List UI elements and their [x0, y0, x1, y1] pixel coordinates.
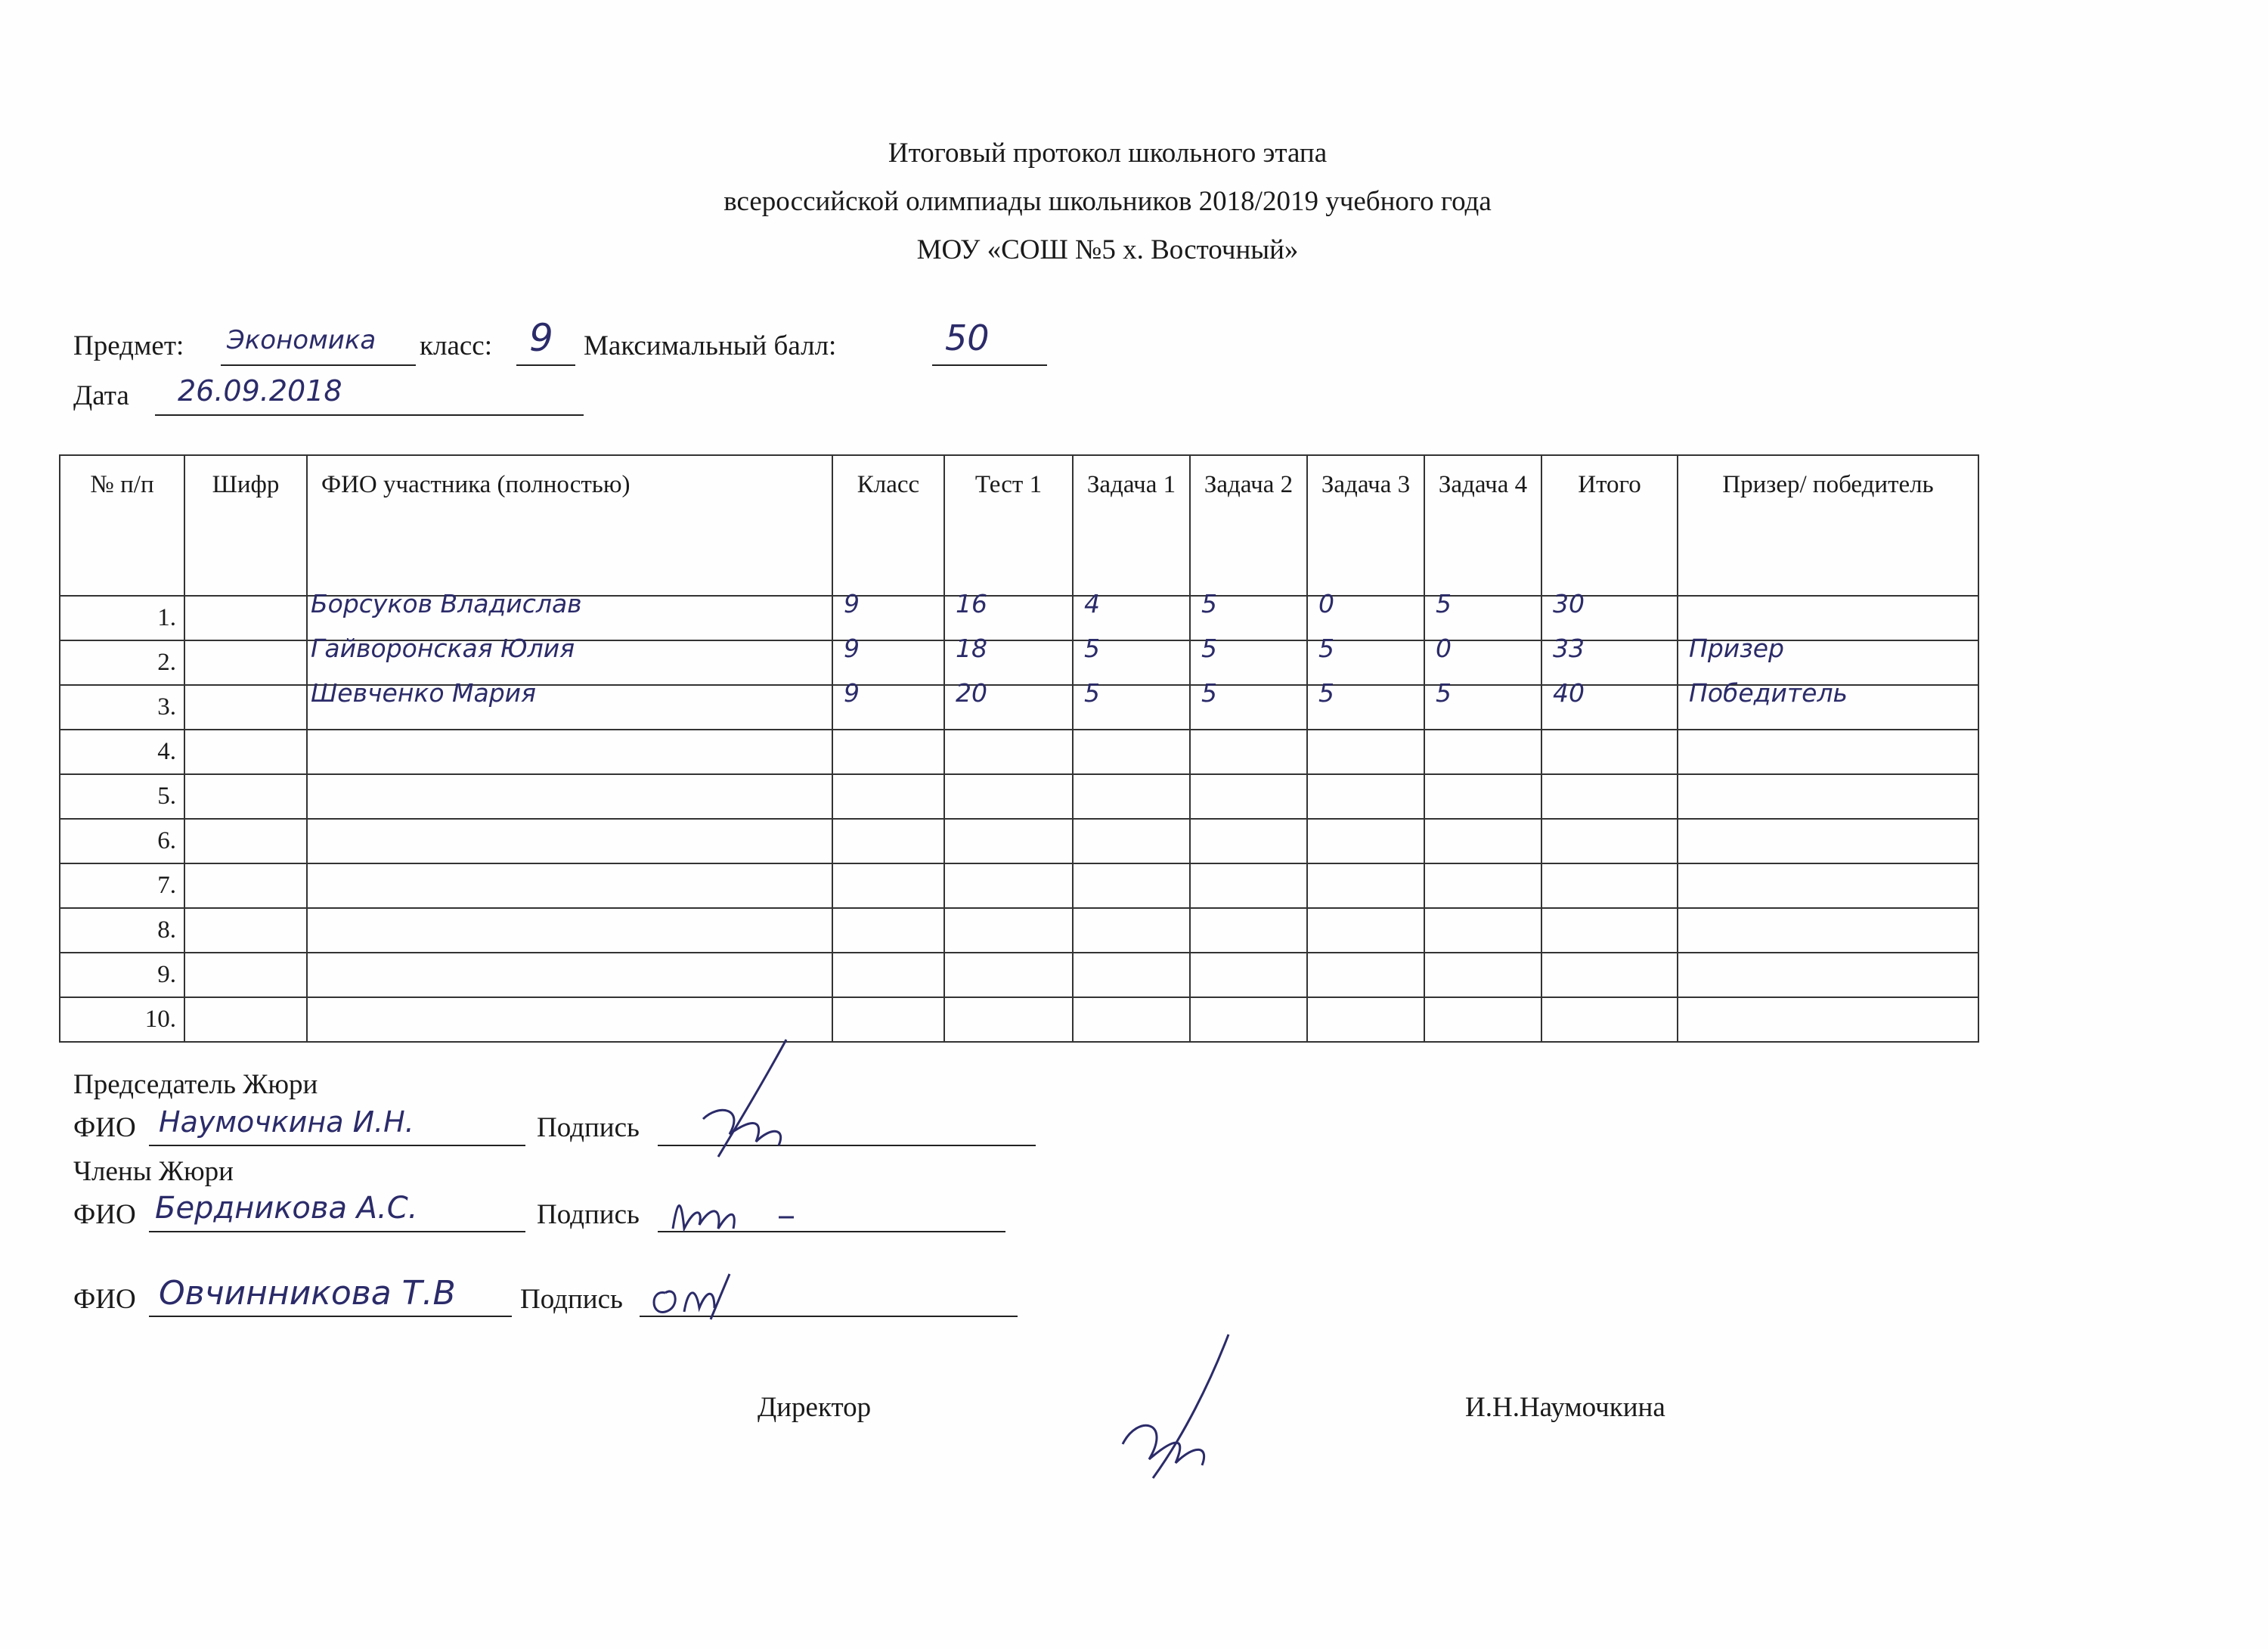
cell-total — [1541, 678, 1678, 730]
chair-fio-label: ФИО — [73, 1112, 136, 1143]
cell-task4 — [1424, 730, 1541, 774]
cell-code — [184, 953, 307, 997]
col-header-task1: Задача 1 — [1073, 455, 1190, 596]
date-label: Дата — [73, 380, 129, 411]
cell-task4 — [1424, 819, 1541, 863]
cell-name-value: Шевченко Мария — [311, 678, 536, 708]
cell-code — [184, 685, 307, 730]
cell-task3-value: 5 — [1318, 634, 1334, 663]
cell-task3 — [1307, 953, 1424, 997]
cell-status — [1678, 997, 1978, 1042]
cell-task1 — [1073, 953, 1190, 997]
cell-total — [1541, 774, 1678, 819]
cell-task3 — [1307, 863, 1424, 908]
class-label: класс: — [420, 330, 492, 361]
col-header-class: Класс — [832, 455, 944, 596]
cell-test1 — [944, 730, 1073, 774]
member2-fio-label: ФИО — [73, 1284, 136, 1315]
cell-task4-value: 5 — [1436, 678, 1452, 708]
cell-status-value: Призер — [1689, 634, 1785, 663]
member2-name: Овчинникова Т.В — [159, 1274, 456, 1313]
cell-test1 — [944, 953, 1073, 997]
cell-name — [307, 819, 832, 863]
protocol-title-line-2: всероссийской олимпиады школьников 2018/2019 учебного года — [723, 186, 1492, 217]
cell-number: 6. — [60, 819, 184, 863]
cell-status-value: Победитель — [1689, 678, 1848, 708]
cell-test1-value: 20 — [956, 678, 987, 708]
cell-name-value: Борсуков Владислав — [311, 589, 582, 618]
date-value: 26.09.2018 — [178, 374, 342, 408]
cell-task3 — [1307, 678, 1424, 730]
cell-task2 — [1190, 908, 1307, 953]
table-row — [60, 863, 1978, 908]
member2-sign-label: Подпись — [520, 1284, 623, 1315]
jury-chair-label: Председатель Жюри — [73, 1069, 318, 1100]
cell-class — [832, 678, 944, 730]
cell-name — [307, 908, 832, 953]
cell-number: 3. — [60, 685, 184, 730]
col-header-status: Призер/ победитель — [1678, 455, 1978, 596]
cell-number: 4. — [60, 730, 184, 774]
cell-code — [184, 774, 307, 819]
cell-test1 — [944, 678, 1073, 730]
director-signature-icon — [1096, 1331, 1270, 1482]
subject-value: Экономика — [227, 325, 376, 355]
cell-number: 9. — [60, 953, 184, 997]
cell-test1 — [944, 863, 1073, 908]
cell-class — [832, 730, 944, 774]
cell-task2 — [1190, 953, 1307, 997]
cell-task3-value: 0 — [1318, 589, 1334, 618]
cell-total-value: 40 — [1553, 678, 1585, 708]
cell-class-value: 9 — [844, 634, 860, 663]
cell-total — [1541, 953, 1678, 997]
cell-test1-value: 18 — [956, 634, 987, 663]
director-name: И.Н.Наумочкина — [1465, 1392, 1665, 1423]
cell-code — [184, 997, 307, 1042]
cell-code — [184, 730, 307, 774]
cell-total — [1541, 997, 1678, 1042]
cell-task3-value: 5 — [1318, 678, 1334, 708]
cell-task1 — [1073, 678, 1190, 730]
cell-task1-value: 5 — [1084, 634, 1100, 663]
cell-total — [1541, 863, 1678, 908]
cell-name — [307, 730, 832, 774]
cell-code — [184, 819, 307, 863]
max-score-value: 50 — [945, 318, 990, 358]
cell-task1 — [1073, 997, 1190, 1042]
cell-class — [832, 997, 944, 1042]
col-header-test1: Тест 1 — [944, 455, 1073, 596]
member2-fio-underline — [149, 1316, 512, 1317]
cell-task4-value: 0 — [1436, 634, 1452, 663]
col-header-task4: Задача 4 — [1424, 455, 1541, 596]
member1-sign-label: Подпись — [537, 1199, 640, 1230]
cell-status — [1678, 908, 1978, 953]
cell-class — [832, 863, 944, 908]
cell-test1 — [944, 997, 1073, 1042]
cell-task4 — [1424, 908, 1541, 953]
cell-task2 — [1190, 774, 1307, 819]
cell-number: 1. — [60, 596, 184, 640]
table-row — [60, 774, 1978, 819]
cell-task1-value: 4 — [1084, 589, 1100, 618]
cell-name — [307, 953, 832, 997]
max-score-label: Максимальный балл: — [584, 330, 837, 361]
max-score-underline — [932, 364, 1047, 366]
cell-task3 — [1307, 908, 1424, 953]
subject-label: Предмет: — [73, 330, 184, 361]
cell-total — [1541, 819, 1678, 863]
subject-underline — [221, 364, 416, 366]
cell-task2-value: 5 — [1201, 678, 1217, 708]
class-value: 9 — [529, 316, 553, 360]
member1-fio-underline — [149, 1231, 525, 1232]
cell-task1-value: 5 — [1084, 678, 1100, 708]
col-header-code: Шифр — [184, 455, 307, 596]
cell-task2 — [1190, 863, 1307, 908]
member1-signature-icon — [665, 1183, 816, 1244]
cell-class — [832, 819, 944, 863]
cell-code — [184, 908, 307, 953]
cell-task4 — [1424, 678, 1541, 730]
cell-test1 — [944, 908, 1073, 953]
cell-name-value: Гайворонская Юлия — [311, 634, 575, 663]
class-underline — [516, 364, 575, 366]
table-row — [60, 908, 1978, 953]
cell-task3 — [1307, 730, 1424, 774]
cell-number: 10. — [60, 997, 184, 1042]
cell-status — [1678, 863, 1978, 908]
chair-sign-label: Подпись — [537, 1112, 640, 1143]
cell-task3 — [1307, 774, 1424, 819]
cell-task4 — [1424, 997, 1541, 1042]
member2-signature-icon — [643, 1259, 756, 1323]
cell-code — [184, 640, 307, 685]
cell-status — [1678, 819, 1978, 863]
table-row — [60, 953, 1978, 997]
col-header-task2: Задача 2 — [1190, 455, 1307, 596]
cell-task2 — [1190, 997, 1307, 1042]
col-header-number: № п/п — [60, 455, 184, 596]
cell-test1 — [944, 819, 1073, 863]
cell-task2-value: 5 — [1201, 589, 1217, 618]
cell-task4 — [1424, 774, 1541, 819]
cell-task3 — [1307, 997, 1424, 1042]
cell-test1-value: 16 — [956, 589, 987, 618]
cell-status — [1678, 774, 1978, 819]
cell-total — [1541, 730, 1678, 774]
cell-name — [307, 678, 832, 730]
cell-total-value: 30 — [1553, 589, 1585, 618]
member1-fio-label: ФИО — [73, 1199, 136, 1230]
cell-class-value: 9 — [844, 589, 860, 618]
cell-task1 — [1073, 908, 1190, 953]
table-row — [60, 730, 1978, 774]
cell-number: 7. — [60, 863, 184, 908]
cell-task2 — [1190, 819, 1307, 863]
cell-task4 — [1424, 953, 1541, 997]
protocol-title-line-3: МОУ «СОШ №5 х. Восточный» — [916, 234, 1299, 265]
cell-class — [832, 774, 944, 819]
chair-name: Наумочкина И.Н. — [159, 1105, 414, 1139]
col-header-total: Итого — [1541, 455, 1678, 596]
col-header-task3: Задача 3 — [1307, 455, 1424, 596]
cell-task3 — [1307, 819, 1424, 863]
cell-status — [1678, 678, 1978, 730]
cell-task1 — [1073, 730, 1190, 774]
jury-members-label: Члены Жюри — [73, 1156, 234, 1187]
col-header-name: ФИО участника (полностью) — [307, 455, 832, 596]
chair-signature-icon — [673, 1036, 824, 1164]
director-label: Директор — [758, 1392, 872, 1423]
cell-class — [832, 908, 944, 953]
cell-task2-value: 5 — [1201, 634, 1217, 663]
cell-class — [832, 953, 944, 997]
chair-fio-underline — [149, 1145, 525, 1146]
cell-task4-value: 5 — [1436, 589, 1452, 618]
cell-status — [1678, 953, 1978, 997]
table-row — [60, 819, 1978, 863]
cell-number: 5. — [60, 774, 184, 819]
cell-total-value: 33 — [1553, 634, 1585, 663]
cell-task1 — [1073, 863, 1190, 908]
cell-task1 — [1073, 819, 1190, 863]
table-row — [60, 685, 1978, 730]
cell-task4 — [1424, 863, 1541, 908]
cell-code — [184, 863, 307, 908]
cell-test1 — [944, 774, 1073, 819]
cell-status — [1678, 730, 1978, 774]
cell-class-value: 9 — [844, 678, 860, 708]
results-table — [59, 454, 1979, 1043]
cell-name — [307, 863, 832, 908]
cell-task1 — [1073, 774, 1190, 819]
protocol-title-line-1: Итоговый протокол школьного этапа — [888, 138, 1328, 169]
cell-code — [184, 596, 307, 640]
cell-name — [307, 774, 832, 819]
cell-number: 8. — [60, 908, 184, 953]
cell-total — [1541, 908, 1678, 953]
table-row — [60, 997, 1978, 1042]
cell-task2 — [1190, 730, 1307, 774]
member1-name: Бердникова А.С. — [155, 1191, 418, 1226]
cell-task2 — [1190, 678, 1307, 730]
cell-number: 2. — [60, 640, 184, 685]
date-underline — [155, 414, 584, 416]
table-header-row — [60, 455, 1978, 596]
